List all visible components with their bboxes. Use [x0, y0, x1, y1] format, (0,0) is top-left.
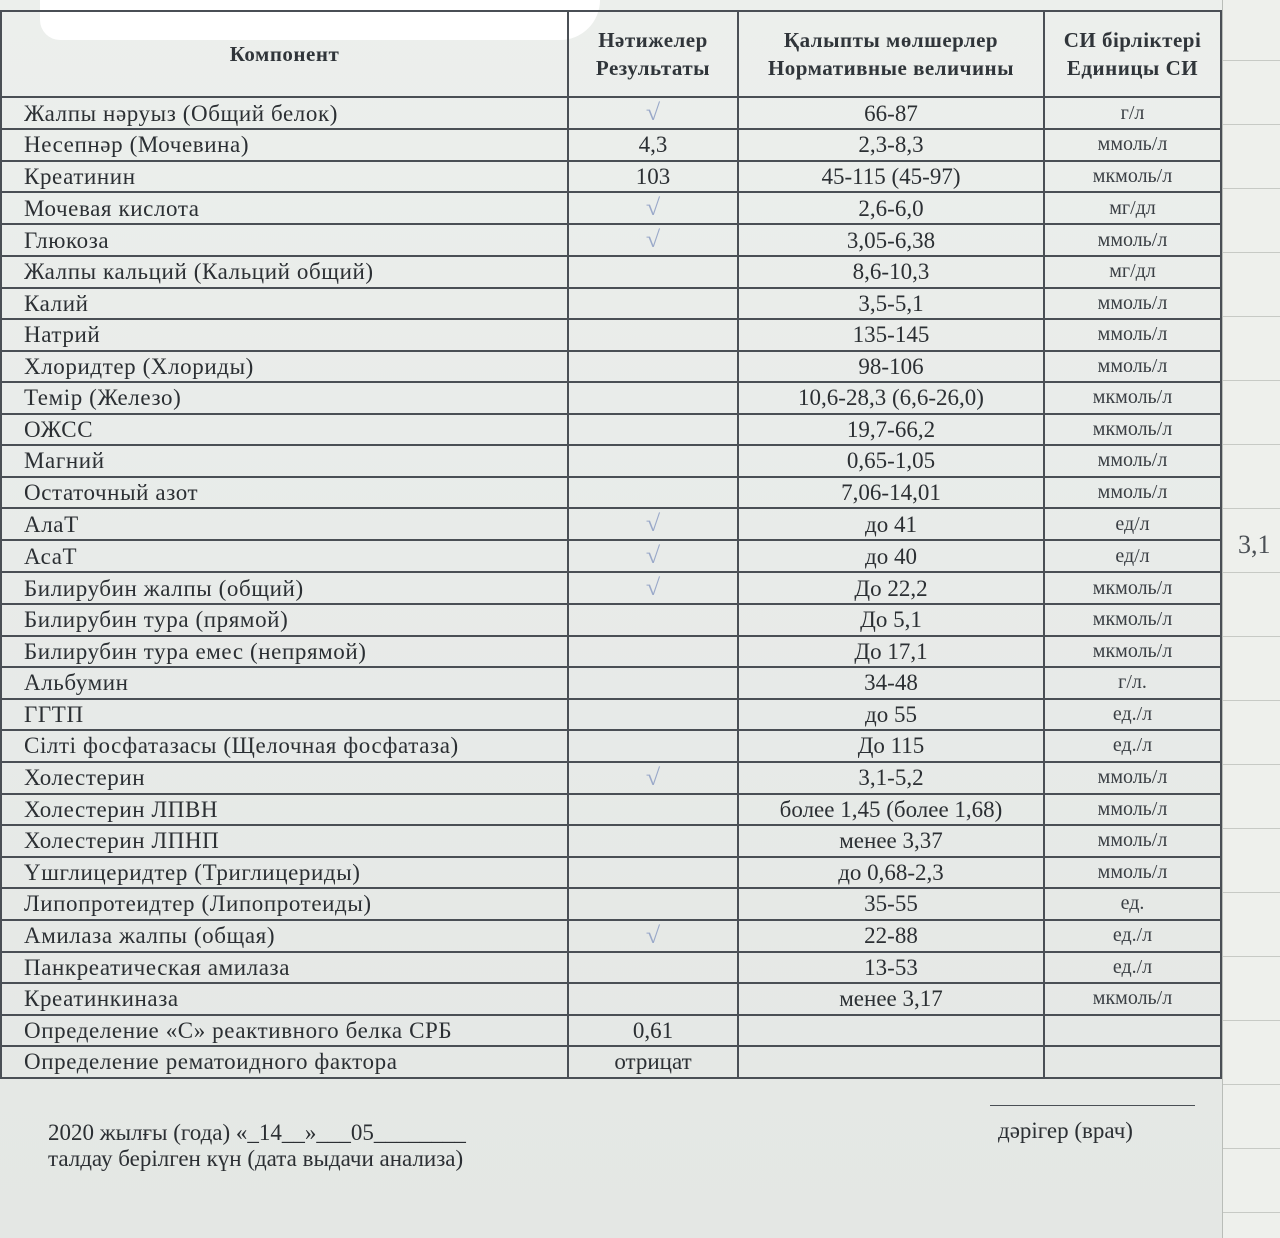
norm-cell — [738, 730, 1044, 762]
unit-cell-text: ммоль/л — [1097, 323, 1168, 346]
component-cell-text: Креатинкиназа — [24, 986, 179, 1012]
unit-cell — [1044, 192, 1221, 224]
check-mark-icon: √ — [645, 226, 661, 253]
result-cell — [568, 983, 738, 1015]
unit-cell — [1044, 256, 1221, 288]
ruling-line — [1223, 1084, 1280, 1085]
component-cell — [1, 888, 568, 920]
component-cell — [1, 319, 568, 351]
table-row — [1, 477, 1221, 509]
component-cell-text: Холестерин — [24, 765, 146, 790]
unit-cell-text: ммоль/л — [1097, 860, 1168, 883]
component-cell — [1, 794, 568, 826]
result-cell — [568, 699, 738, 731]
result-cell — [568, 1015, 738, 1047]
unit-cell — [1044, 288, 1221, 320]
result-cell — [568, 667, 738, 699]
adjacent-page — [1222, 0, 1280, 1238]
norm-cell-text: до 0,68-2,3 — [838, 859, 944, 885]
norm-cell-text: 135-145 — [852, 322, 930, 348]
analysis-table — [0, 10, 1222, 1079]
table-row — [1, 920, 1221, 952]
norm-cell — [738, 825, 1044, 857]
unit-cell-text: ммоль/л — [1097, 291, 1168, 314]
norm-cell — [738, 952, 1044, 984]
unit-cell — [1044, 572, 1221, 604]
result-cell — [568, 794, 738, 826]
check-mark-icon: √ — [645, 574, 661, 601]
unit-cell-text: ммоль/л — [1097, 354, 1168, 377]
component-cell — [1, 572, 568, 604]
table-row — [1, 319, 1221, 351]
unit-cell-text: ммоль/л — [1097, 797, 1168, 820]
check-mark-icon: √ — [645, 194, 661, 221]
component-cell-text: ОЖСС — [24, 416, 94, 442]
component-cell-text: Хлоридтер (Хлориды) — [24, 353, 254, 379]
component-cell-text: Магний — [24, 448, 105, 474]
norm-cell — [738, 1015, 1044, 1047]
signature-line — [990, 1105, 1195, 1106]
norm-cell-text: 35-55 — [864, 891, 918, 917]
unit-cell — [1044, 161, 1221, 193]
table-row — [1, 1015, 1221, 1047]
component-cell-text: Глюкоза — [24, 227, 110, 253]
norm-cell — [738, 477, 1044, 509]
component-cell-text: Определение рематоидного фактора — [24, 1049, 398, 1075]
check-mark-icon: √ — [645, 99, 661, 126]
result-cell — [568, 414, 738, 446]
component-cell-text: Темір (Железо) — [24, 385, 182, 411]
component-cell — [1, 445, 568, 477]
norm-cell — [738, 888, 1044, 920]
component-cell — [1, 97, 568, 129]
table-row — [1, 1046, 1221, 1078]
norm-cell — [738, 983, 1044, 1015]
unit-cell-text: ед./л — [1112, 924, 1153, 946]
table-row — [1, 288, 1221, 320]
ruling-line — [1223, 60, 1280, 61]
header-results — [568, 11, 738, 97]
norm-cell-text: 7,06-14,01 — [841, 479, 941, 505]
side-page-note: 3,1 — [1238, 530, 1271, 559]
component-cell-text: Амилаза жалпы (общая) — [24, 923, 276, 948]
component-cell-text: Билирубин тура емес (непрямой) — [24, 638, 367, 664]
unit-cell-text: мкмоль/л — [1092, 164, 1173, 187]
ruling-line — [1223, 700, 1280, 701]
norm-cell-text: 3,1-5,2 — [858, 765, 924, 790]
result-cell — [568, 161, 738, 193]
component-cell-text: АсаТ — [24, 543, 78, 569]
unit-cell — [1044, 888, 1221, 920]
norm-cell-text: 3,5-5,1 — [858, 290, 924, 316]
table-row — [1, 382, 1221, 414]
unit-cell-text: мкмоль/л — [1092, 386, 1173, 409]
component-cell — [1, 192, 568, 224]
component-cell-text: Калий — [24, 290, 89, 316]
component-cell-text: Билирубин жалпы (общий) — [24, 575, 304, 601]
component-cell — [1, 256, 568, 288]
norm-cell-text: 2,3-8,3 — [858, 132, 924, 158]
unit-cell-text: мкмоль/л — [1092, 987, 1173, 1010]
result-cell — [568, 224, 738, 256]
unit-cell — [1044, 636, 1221, 668]
norm-cell-text: 98-106 — [858, 353, 924, 379]
ruling-line — [1223, 124, 1280, 125]
component-cell-text: Жалпы нәруыз (Общий белок) — [24, 100, 339, 126]
ruling-line — [1223, 188, 1280, 189]
table-row — [1, 224, 1221, 256]
norm-cell-text: 66-87 — [864, 100, 918, 126]
check-mark-icon: √ — [645, 763, 661, 791]
norm-cell — [738, 192, 1044, 224]
unit-cell — [1044, 983, 1221, 1015]
unit-cell — [1044, 1046, 1221, 1078]
unit-cell — [1044, 920, 1221, 952]
unit-cell — [1044, 857, 1221, 889]
component-cell — [1, 667, 568, 699]
table-row — [1, 825, 1221, 857]
unit-cell-text: ммоль/л — [1097, 829, 1168, 852]
table-row — [1, 414, 1221, 446]
header-component-label: Компонент — [229, 42, 340, 66]
result-cell — [568, 604, 738, 636]
norm-cell — [738, 636, 1044, 668]
norm-cell-text: 13-53 — [864, 954, 918, 980]
unit-cell — [1044, 1015, 1221, 1047]
component-cell — [1, 730, 568, 762]
norm-cell — [738, 256, 1044, 288]
unit-cell — [1044, 699, 1221, 731]
result-cell — [568, 636, 738, 668]
norm-cell — [738, 224, 1044, 256]
norm-cell — [738, 319, 1044, 351]
component-cell — [1, 983, 568, 1015]
unit-cell — [1044, 604, 1221, 636]
norm-cell-text: более 1,45 (более 1,68) — [779, 796, 1003, 822]
result-cell — [568, 857, 738, 889]
norm-cell — [738, 414, 1044, 446]
component-cell-text: Остаточный азот — [24, 479, 199, 505]
header-units-kz: СИ бірліктері — [1063, 28, 1202, 52]
result-cell-text: 103 — [635, 163, 671, 189]
result-cell — [568, 888, 738, 920]
unit-cell-text: ммоль/л — [1097, 449, 1168, 472]
norm-cell — [738, 161, 1044, 193]
unit-cell-text: мкмоль/л — [1092, 639, 1173, 662]
component-cell-text: АлаТ — [24, 511, 79, 537]
result-cell — [568, 351, 738, 383]
component-cell — [1, 224, 568, 256]
unit-cell — [1044, 508, 1221, 540]
norm-cell — [738, 572, 1044, 604]
table-row — [1, 572, 1221, 604]
table-row — [1, 888, 1221, 920]
table-row — [1, 730, 1221, 762]
unit-cell-text: ммоль/л — [1097, 228, 1168, 251]
component-cell — [1, 636, 568, 668]
result-cell-text: 0,61 — [632, 1017, 674, 1043]
unit-cell — [1044, 351, 1221, 383]
component-cell-text: Креатинин — [24, 163, 136, 189]
unit-cell-text: мг/дл — [1109, 196, 1156, 219]
component-cell-text: Альбумин — [24, 670, 129, 696]
norm-cell-text: до 55 — [865, 701, 917, 727]
unit-cell-text: г/л. — [1118, 671, 1147, 694]
ruling-line — [1223, 764, 1280, 765]
header-norms-kz: Қалыпты мөлшерлер — [783, 28, 999, 52]
result-cell — [568, 1046, 738, 1078]
component-cell-text: ГГТП — [24, 701, 84, 727]
result-cell — [568, 952, 738, 984]
header-results-kz: Нәтижелер — [598, 28, 708, 52]
norm-cell-text: менее 3,17 — [839, 986, 943, 1012]
norm-cell-text: до 40 — [865, 543, 917, 569]
ruling-line — [1223, 380, 1280, 381]
component-cell-text: Үшглицеридтер (Триглицериды) — [24, 859, 361, 885]
component-cell-text: Билирубин тура (прямой) — [24, 607, 289, 633]
table-row — [1, 794, 1221, 826]
unit-cell — [1044, 382, 1221, 414]
component-cell — [1, 762, 568, 794]
norm-cell — [738, 382, 1044, 414]
unit-cell — [1044, 952, 1221, 984]
header-norms-ru: Нормативные величины — [767, 56, 1015, 80]
component-cell-text: Определение «С» реактивного белка СРБ — [24, 1017, 453, 1043]
result-cell — [568, 192, 738, 224]
ruling-line — [1223, 508, 1280, 509]
norm-cell-text: 3,05-6,38 — [846, 227, 936, 253]
check-mark-icon: √ — [645, 921, 661, 949]
unit-cell-text: мг/дл — [1109, 260, 1156, 283]
unit-cell — [1044, 224, 1221, 256]
table-row — [1, 699, 1221, 731]
ruling-line — [1223, 1020, 1280, 1021]
norm-cell-text: 8,6-10,3 — [852, 259, 930, 285]
component-cell — [1, 952, 568, 984]
result-cell — [568, 288, 738, 320]
unit-cell — [1044, 477, 1221, 509]
ruling-line — [1223, 956, 1280, 957]
result-cell — [568, 97, 738, 129]
ruling-line — [1223, 1212, 1280, 1213]
ruling-line — [1223, 316, 1280, 317]
component-cell — [1, 288, 568, 320]
norm-cell — [738, 97, 1044, 129]
unit-cell-text: ед./л — [1112, 702, 1153, 725]
component-cell — [1, 699, 568, 731]
unit-cell — [1044, 414, 1221, 446]
component-cell — [1, 857, 568, 889]
date-line: 2020 жылғы (года) «_14__»___05________ — [48, 1120, 466, 1145]
result-cell — [568, 825, 738, 857]
unit-cell-text: ммоль/л — [1097, 766, 1168, 788]
component-cell-text: Натрий — [24, 322, 101, 348]
norm-cell — [738, 540, 1044, 572]
component-cell-text: Мочевая кислота — [24, 195, 200, 221]
result-cell — [568, 256, 738, 288]
header-units — [1044, 11, 1221, 97]
ruling-line — [1223, 828, 1280, 829]
norm-cell — [738, 667, 1044, 699]
ruling-line — [1223, 1148, 1280, 1149]
result-cell — [568, 477, 738, 509]
result-cell — [568, 319, 738, 351]
header-units-ru: Единицы СИ — [1066, 56, 1199, 80]
table-row — [1, 445, 1221, 477]
unit-cell — [1044, 730, 1221, 762]
unit-cell-text: мкмоль/л — [1092, 576, 1173, 599]
table-row — [1, 508, 1221, 540]
unit-cell — [1044, 825, 1221, 857]
norm-cell-text: 10,6-28,3 (6,6-26,0) — [798, 385, 984, 411]
date-caption: талдау берілген күн (дата выдачи анализа) — [48, 1146, 464, 1171]
component-cell — [1, 825, 568, 857]
norm-cell — [738, 604, 1044, 636]
unit-cell-text: ед/л — [1115, 544, 1150, 567]
result-cell-text: отрицат — [614, 1049, 692, 1075]
component-cell — [1, 351, 568, 383]
table-row — [1, 667, 1221, 699]
ruling-line — [1223, 444, 1280, 445]
norm-cell-text: 45-115 (45-97) — [821, 163, 961, 189]
table-row — [1, 762, 1221, 794]
unit-cell — [1044, 319, 1221, 351]
component-cell — [1, 477, 568, 509]
norm-cell — [738, 1046, 1044, 1078]
table-row — [1, 540, 1221, 572]
unit-cell — [1044, 445, 1221, 477]
norm-cell — [738, 794, 1044, 826]
norm-cell — [738, 351, 1044, 383]
ruling-line — [1223, 636, 1280, 637]
table-row — [1, 604, 1221, 636]
ruling-line — [1223, 252, 1280, 253]
result-cell — [568, 508, 738, 540]
doctor-label: дәрігер (врач) — [998, 1118, 1133, 1143]
norm-cell — [738, 699, 1044, 731]
check-mark-icon: √ — [645, 542, 661, 569]
norm-cell-text: 34-48 — [864, 670, 918, 696]
component-cell — [1, 920, 568, 952]
norm-cell — [738, 508, 1044, 540]
check-mark-icon: √ — [645, 510, 661, 537]
norm-cell — [738, 920, 1044, 952]
component-cell-text: Сілті фосфатазасы (Щелочная фосфатаза) — [24, 733, 459, 759]
unit-cell-text: ед./л — [1112, 955, 1153, 978]
unit-cell-text: ед. — [1120, 892, 1145, 915]
component-cell-text: Холестерин ЛПНП — [24, 828, 220, 854]
table-row — [1, 857, 1221, 889]
component-cell — [1, 414, 568, 446]
component-cell — [1, 129, 568, 161]
result-cell — [568, 920, 738, 952]
ruling-line — [1223, 572, 1280, 573]
component-cell-text: Панкреатическая амилаза — [24, 954, 291, 980]
component-cell — [1, 161, 568, 193]
table-row — [1, 192, 1221, 224]
table-row — [1, 351, 1221, 383]
unit-cell-text: мкмоль/л — [1092, 608, 1173, 631]
result-cell — [568, 572, 738, 604]
table-row — [1, 636, 1221, 668]
component-cell — [1, 1015, 568, 1047]
table-row — [1, 256, 1221, 288]
norm-cell-text: До 115 — [857, 733, 925, 759]
table-row — [1, 161, 1221, 193]
norm-cell-text: До 22,2 — [854, 575, 928, 601]
norm-cell-text: До 5,1 — [860, 607, 922, 633]
result-cell — [568, 730, 738, 762]
result-cell — [568, 382, 738, 414]
norm-cell-text: 22-88 — [864, 923, 918, 948]
table-row — [1, 97, 1221, 129]
norm-cell — [738, 288, 1044, 320]
unit-cell-text: мкмоль/л — [1092, 417, 1173, 440]
unit-cell-text: ед/л — [1115, 512, 1150, 535]
component-cell-text: Липопротеидтер (Липопротеиды) — [24, 891, 372, 917]
result-cell — [568, 445, 738, 477]
norm-cell-text: 19,7-66,2 — [846, 416, 936, 442]
norm-cell-text: менее 3,37 — [839, 828, 943, 854]
component-cell — [1, 1046, 568, 1078]
norm-cell-text: До 17,1 — [854, 638, 928, 664]
component-cell — [1, 508, 568, 540]
component-cell — [1, 382, 568, 414]
unit-cell — [1044, 667, 1221, 699]
component-cell-text: Холестерин ЛПВН — [24, 796, 219, 822]
ruling-line — [1223, 892, 1280, 893]
result-cell — [568, 762, 738, 794]
result-cell — [568, 540, 738, 572]
unit-cell — [1044, 129, 1221, 161]
unit-cell-text: г/л — [1120, 101, 1145, 124]
header-component — [1, 11, 568, 97]
unit-cell-text: ммоль/л — [1097, 480, 1168, 503]
norm-cell-text: до 41 — [865, 511, 917, 537]
unit-cell-text: ед./л — [1112, 734, 1153, 757]
header-results-ru: Результаты — [595, 56, 711, 80]
norm-cell — [738, 857, 1044, 889]
component-cell-text: Несепнәр (Мочевина) — [24, 132, 250, 158]
unit-cell-text: ммоль/л — [1097, 133, 1168, 156]
table-row — [1, 952, 1221, 984]
component-cell-text: Жалпы кальций (Кальций общий) — [24, 259, 374, 285]
table-header — [1, 11, 1221, 97]
unit-cell — [1044, 794, 1221, 826]
norm-cell-text: 0,65-1,05 — [846, 448, 936, 474]
table-row — [1, 983, 1221, 1015]
norm-cell — [738, 762, 1044, 794]
result-cell — [568, 129, 738, 161]
component-cell — [1, 604, 568, 636]
unit-cell — [1044, 762, 1221, 794]
norm-cell-text: 2,6-6,0 — [858, 195, 924, 221]
norm-cell — [738, 129, 1044, 161]
component-cell — [1, 540, 568, 572]
unit-cell — [1044, 540, 1221, 572]
unit-cell — [1044, 97, 1221, 129]
result-cell-text: 4,3 — [638, 132, 668, 158]
table-row — [1, 129, 1221, 161]
norm-cell — [738, 445, 1044, 477]
header-norms — [738, 11, 1044, 97]
